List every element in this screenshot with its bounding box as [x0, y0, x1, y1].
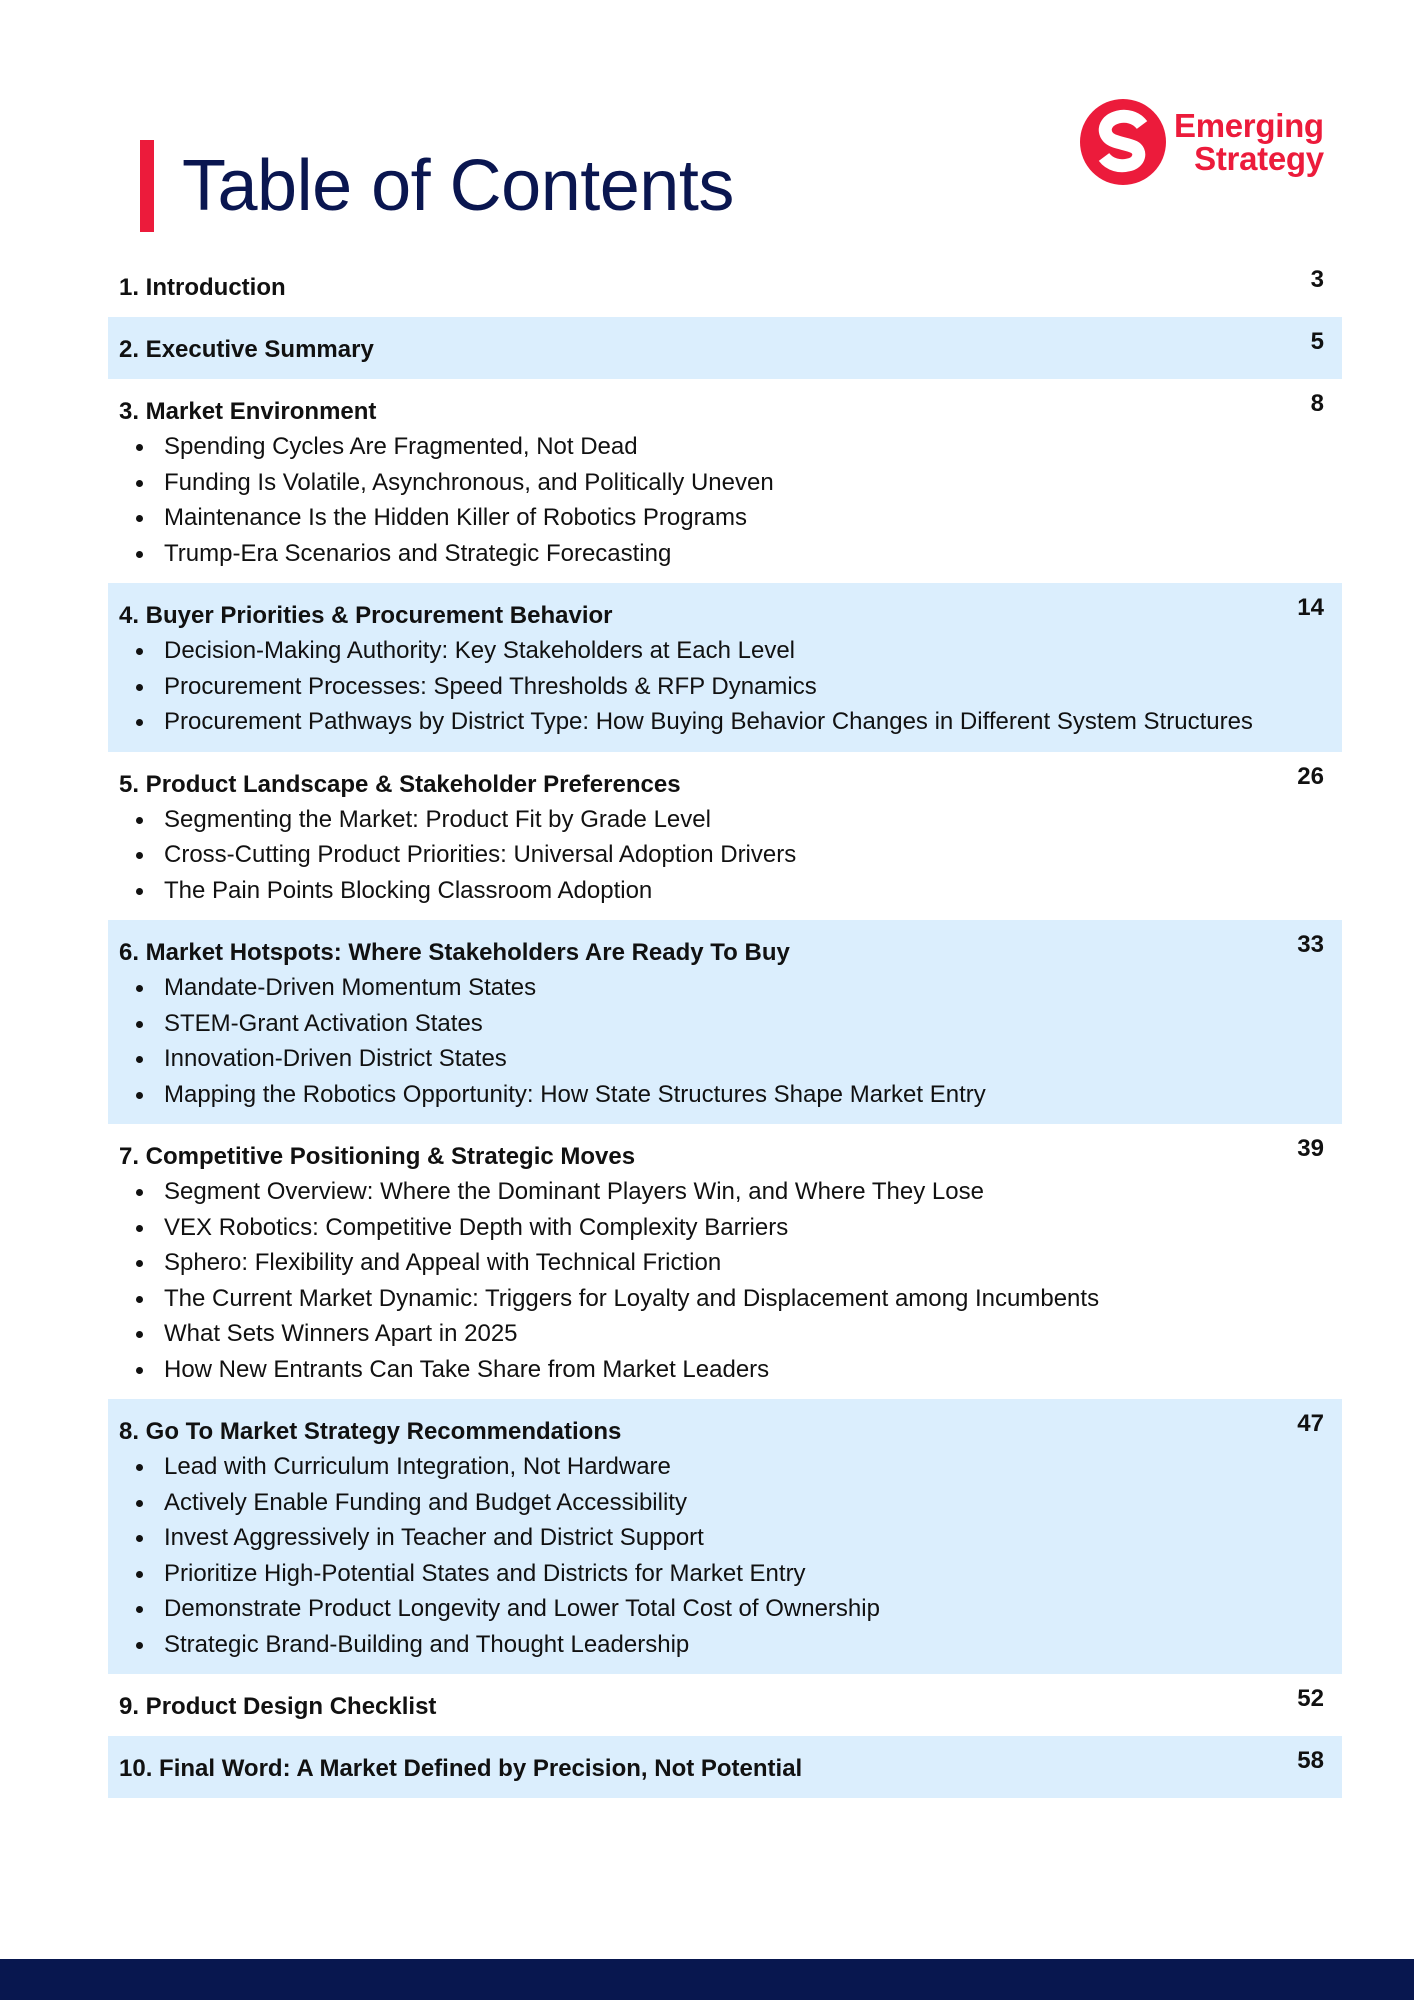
toc-page-number: 3	[1310, 266, 1324, 293]
toc-subsection-list	[119, 633, 1262, 740]
toc-section[interactable]	[108, 1736, 1342, 1798]
toc-section-heading[interactable]: 2. Executive Summary	[119, 336, 374, 363]
toc-subsection-item[interactable]: Spending Cycles Are Fragmented, Not Dead	[119, 429, 1262, 465]
toc-section-heading[interactable]: 10. Final Word: A Market Defined by Precision, Not Potential	[119, 1755, 803, 1782]
toc-subsection-item[interactable]: Cross-Cutting Product Priorities: Universal Adoption Drivers	[119, 837, 1262, 873]
page-header	[140, 140, 734, 232]
toc-subsection-item[interactable]: Segment Overview: Where the Dominant Players Win, and Where They Lose	[119, 1174, 1262, 1210]
toc-section[interactable]	[108, 379, 1342, 583]
toc-subsection-item[interactable]: Prioritize High-Potential States and Districts for Market Entry	[119, 1556, 1262, 1592]
logo-line-1: Emerging	[1174, 107, 1324, 144]
toc-page-number: 47	[1297, 1410, 1324, 1437]
toc-subsection-item[interactable]: Innovation-Driven District States	[119, 1041, 1262, 1077]
toc-subsection-list	[119, 1449, 1262, 1662]
toc-subsection-item[interactable]: Segmenting the Market: Product Fit by Grade Level	[119, 802, 1262, 838]
toc-subsection-item[interactable]: Maintenance Is the Hidden Killer of Robotics Programs	[119, 500, 1262, 536]
toc-section[interactable]	[108, 920, 1342, 1124]
table-of-contents	[108, 255, 1342, 1798]
toc-section[interactable]	[108, 1399, 1342, 1674]
title-accent-bar	[140, 140, 154, 232]
toc-subsection-item[interactable]: How New Entrants Can Take Share from Market Leaders	[119, 1352, 1262, 1388]
toc-page-number: 5	[1310, 328, 1324, 355]
toc-section-heading[interactable]: 6. Market Hotspots: Where Stakeholders Are Ready To Buy	[119, 939, 790, 966]
toc-subsection-item[interactable]: Funding Is Volatile, Asynchronous, and Politically Uneven	[119, 465, 1262, 501]
toc-section[interactable]	[108, 255, 1342, 317]
toc-subsection-item[interactable]: Invest Aggressively in Teacher and District Support	[119, 1520, 1262, 1556]
toc-section-heading[interactable]: 4. Buyer Priorities & Procurement Behavior	[119, 602, 613, 629]
toc-section-heading[interactable]: 3. Market Environment	[119, 398, 377, 425]
toc-subsection-item[interactable]: Decision-Making Authority: Key Stakeholders at Each Level	[119, 633, 1262, 669]
toc-section-heading[interactable]: 1. Introduction	[119, 274, 286, 301]
logo-line-2: Strategy	[1194, 140, 1324, 177]
toc-page-number: 39	[1297, 1135, 1324, 1162]
brand-logo	[1080, 97, 1342, 187]
toc-section[interactable]	[108, 317, 1342, 379]
logo-wordmark	[1174, 109, 1324, 175]
toc-subsection-item[interactable]: Actively Enable Funding and Budget Accessibility	[119, 1485, 1262, 1521]
toc-section-heading[interactable]: 5. Product Landscape & Stakeholder Preferences	[119, 770, 681, 798]
logo-s-icon	[1080, 99, 1166, 185]
toc-page-number: 52	[1297, 1685, 1324, 1712]
toc-subsection-list	[119, 802, 1262, 909]
toc-subsection-item[interactable]: The Pain Points Blocking Classroom Adoption	[119, 873, 1262, 909]
toc-page-number: 8	[1310, 390, 1324, 417]
toc-subsection-item[interactable]: What Sets Winners Apart in 2025	[119, 1316, 1262, 1352]
toc-section[interactable]	[108, 1124, 1342, 1399]
toc-subsection-list	[119, 1174, 1262, 1387]
toc-page-number: 26	[1297, 762, 1324, 790]
toc-subsection-item[interactable]: Demonstrate Product Longevity and Lower Total Cost of Ownership	[119, 1591, 1262, 1627]
toc-section-heading[interactable]: 8. Go To Market Strategy Recommendations	[119, 1418, 622, 1445]
toc-subsection-item[interactable]: Mapping the Robotics Opportunity: How State Structures Shape Market Entry	[119, 1077, 1262, 1113]
toc-section[interactable]	[108, 583, 1342, 752]
toc-subsection-list	[119, 970, 1262, 1112]
toc-page-number: 33	[1297, 931, 1324, 958]
toc-subsection-item[interactable]: Strategic Brand-Building and Thought Leadership	[119, 1627, 1262, 1663]
toc-subsection-item[interactable]: VEX Robotics: Competitive Depth with Complexity Barriers	[119, 1210, 1262, 1246]
toc-section-heading[interactable]: 9. Product Design Checklist	[119, 1693, 437, 1720]
page-title: Table of Contents	[182, 146, 734, 226]
toc-page-number: 14	[1297, 594, 1324, 621]
toc-subsection-item[interactable]: Trump-Era Scenarios and Strategic Forecasting	[119, 536, 1262, 572]
toc-section-heading[interactable]: 7. Competitive Positioning & Strategic Moves	[119, 1143, 636, 1170]
toc-subsection-item[interactable]: STEM-Grant Activation States	[119, 1006, 1262, 1042]
toc-subsection-item[interactable]: Lead with Curriculum Integration, Not Hardware	[119, 1449, 1262, 1485]
toc-subsection-item[interactable]: Procurement Processes: Speed Thresholds & RFP Dynamics	[119, 669, 1262, 705]
toc-page-number: 58	[1297, 1747, 1324, 1774]
toc-section[interactable]	[108, 1674, 1342, 1736]
toc-section[interactable]	[108, 752, 1342, 921]
toc-subsection-item[interactable]: Mandate-Driven Momentum States	[119, 970, 1262, 1006]
toc-subsection-item[interactable]: Procurement Pathways by District Type: How Buying Behavior Changes in Different System Structures	[119, 704, 1262, 740]
toc-subsection-item[interactable]: Sphero: Flexibility and Appeal with Technical Friction	[119, 1245, 1262, 1281]
footer-band	[0, 1959, 1414, 2000]
toc-subsection-item[interactable]: The Current Market Dynamic: Triggers for Loyalty and Displacement among Incumbents	[119, 1281, 1262, 1317]
toc-subsection-list	[119, 429, 1262, 571]
